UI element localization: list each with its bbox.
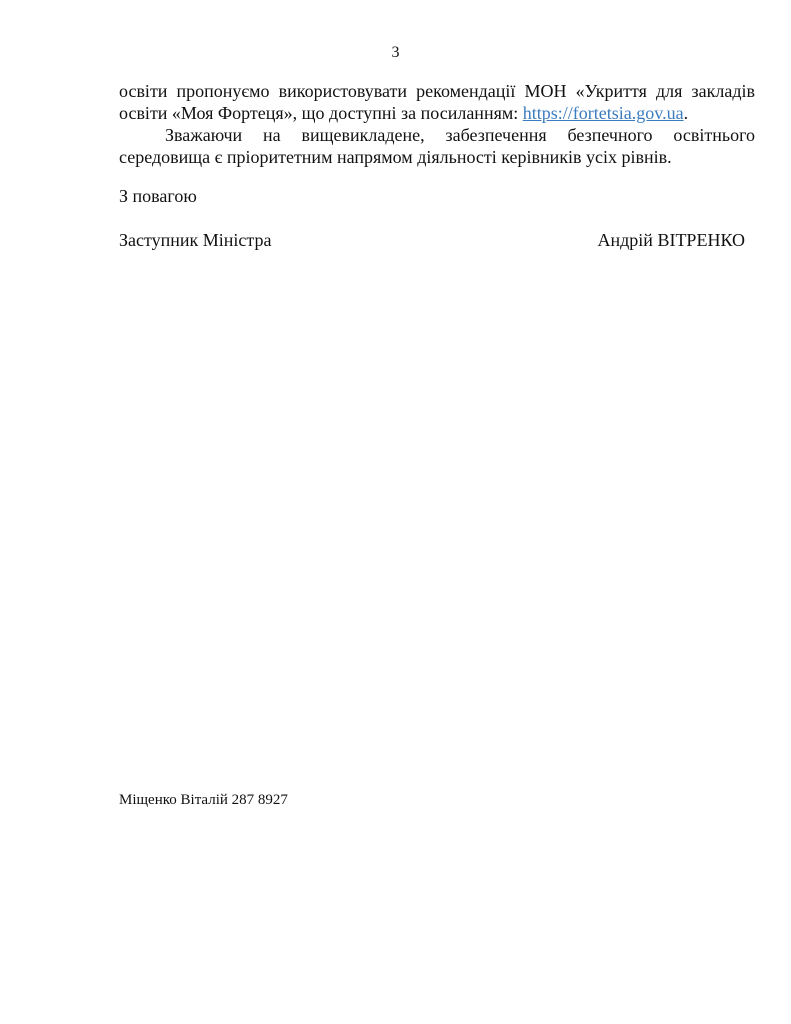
- paragraph-recommendations-end: .: [683, 103, 689, 123]
- fortetsia-link[interactable]: https://fortetsia.gov.ua: [522, 103, 684, 123]
- paragraph-conclusion: Зважаючи на вищевикладене, забезпечення безпечного освітнього середовища є пріоритетним напрямом діяльності керівників усіх рівнів.: [119, 125, 755, 167]
- page-number: 3: [391, 44, 400, 61]
- signatory-name: Андрій ВІТРЕНКО: [597, 230, 745, 250]
- closing-salutation: З повагою: [119, 186, 197, 206]
- paragraph-recommendations: [119, 80, 755, 124]
- executor-contact: Міщенко Віталій 287 8927: [119, 792, 288, 808]
- paragraph-recommendations-text: освіти пропонуємо використовувати рекомендації МОН «Укриття для закладів освіти «Моя Фортеця», що доступні за посиланням:: [119, 81, 755, 123]
- signatory-position: Заступник Міністра: [119, 230, 272, 250]
